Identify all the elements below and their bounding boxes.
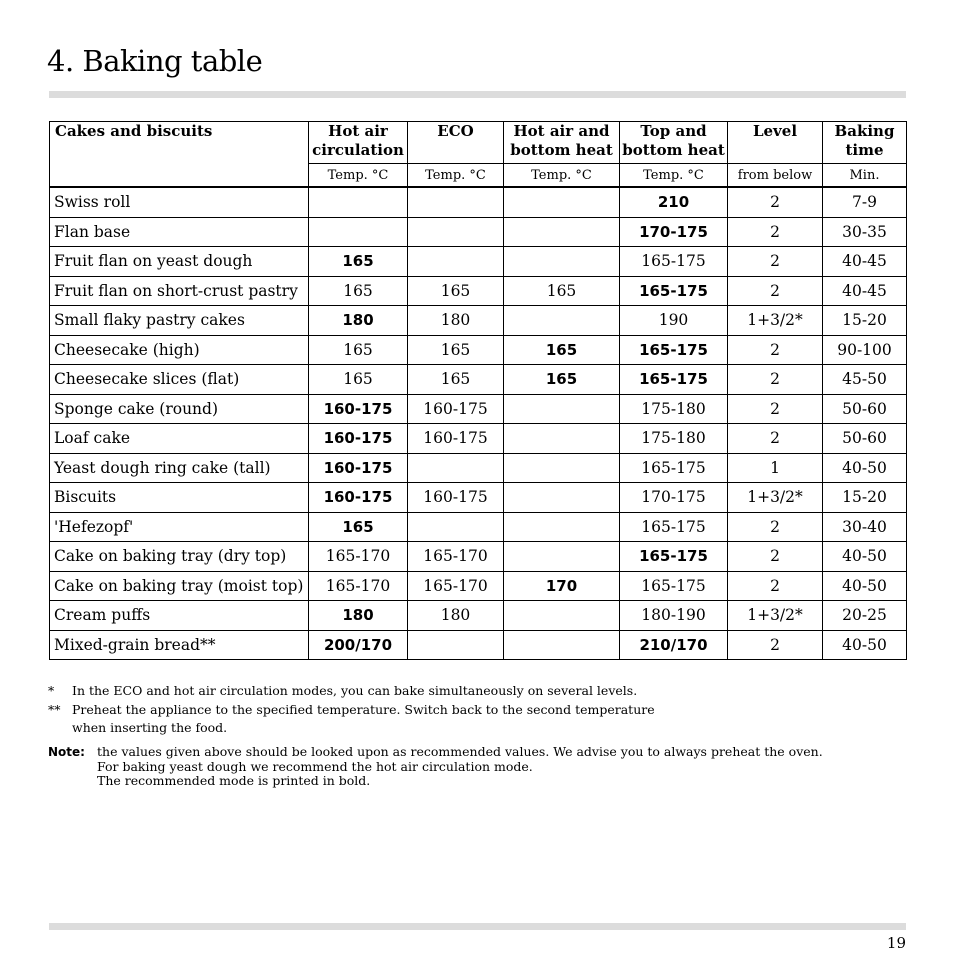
cell-time: 7-9 [823, 187, 907, 217]
row-label: Flan base [50, 217, 309, 247]
cell-hot-air-bottom [504, 247, 620, 277]
cell-time: 40-45 [823, 247, 907, 277]
footnotes [48, 682, 692, 738]
table-row [50, 335, 907, 365]
cell-level: 2 [728, 276, 823, 306]
cell-level: 2 [728, 630, 823, 660]
column-unit: from below [728, 164, 823, 188]
note-line: For baking yeast dough we recommend the hot air circulation mode. [97, 758, 533, 774]
cell-time: 30-35 [823, 217, 907, 247]
cell-eco: 165 [408, 365, 504, 395]
cell-hot-air: 160-175 [309, 453, 408, 483]
cell-time: 15-20 [823, 483, 907, 513]
cell-eco: 160-175 [408, 424, 504, 454]
table-row [50, 217, 907, 247]
row-label: Small flaky pastry cakes [50, 306, 309, 336]
footnote [48, 682, 692, 701]
cell-eco: 165 [408, 276, 504, 306]
row-label: Fruit flan on yeast dough [50, 247, 309, 277]
table-row [50, 394, 907, 424]
page-number: 19 [886, 934, 906, 952]
footnote [48, 701, 692, 738]
cell-hot-air: 160-175 [309, 483, 408, 513]
cell-time: 30-40 [823, 512, 907, 542]
cell-eco [408, 512, 504, 542]
column-header [309, 122, 408, 164]
table-row [50, 306, 907, 336]
cell-level: 2 [728, 187, 823, 217]
cell-level: 2 [728, 512, 823, 542]
cell-time: 40-45 [823, 276, 907, 306]
column-unit: Temp. °C [504, 164, 620, 188]
cell-hot-air-bottom [504, 306, 620, 336]
cell-time: 40-50 [823, 453, 907, 483]
cell-hot-air-bottom [504, 542, 620, 572]
cell-level: 2 [728, 365, 823, 395]
cell-time: 90-100 [823, 335, 907, 365]
cell-hot-air [309, 217, 408, 247]
column-header-line: circulation [312, 141, 404, 159]
column-header-line: Baking [834, 122, 895, 140]
top-divider [49, 91, 906, 98]
column-header-line: ECO [437, 122, 474, 140]
cell-eco: 165-170 [408, 571, 504, 601]
cell-hot-air-bottom: 165 [504, 335, 620, 365]
cell-hot-air: 200/170 [309, 630, 408, 660]
row-label: Mixed-grain bread** [50, 630, 309, 660]
table-body [50, 187, 907, 660]
cell-time: 15-20 [823, 306, 907, 336]
column-unit: Min. [823, 164, 907, 188]
cell-top-bottom: 165-175 [620, 247, 728, 277]
column-header-line: bottom heat [510, 141, 613, 159]
note-line: The recommended mode is printed in bold. [97, 773, 371, 788]
cell-top-bottom: 170-175 [620, 483, 728, 513]
footnote-mark: * [48, 683, 55, 698]
cell-hot-air: 160-175 [309, 424, 408, 454]
column-header [50, 122, 309, 164]
cell-hot-air-bottom [504, 512, 620, 542]
row-label: Cake on baking tray (dry top) [50, 542, 309, 572]
cell-hot-air: 180 [309, 601, 408, 631]
cell-hot-air: 165-170 [309, 542, 408, 572]
column-header-line: Top and [640, 122, 707, 140]
cell-time: 50-60 [823, 394, 907, 424]
table-row [50, 630, 907, 660]
row-label: 'Hefezopf' [50, 512, 309, 542]
table-row [50, 571, 907, 601]
cell-hot-air: 165 [309, 512, 408, 542]
column-header-line: Cakes and biscuits [55, 122, 213, 140]
row-label: Cheesecake slices (flat) [50, 365, 309, 395]
table-row [50, 424, 907, 454]
cell-top-bottom: 190 [620, 306, 728, 336]
column-unit: Temp. °C [620, 164, 728, 188]
cell-time: 40-50 [823, 571, 907, 601]
table-subheader-row [50, 164, 907, 188]
cell-hot-air: 180 [309, 306, 408, 336]
cell-level: 1+3/2* [728, 601, 823, 631]
cell-top-bottom: 165-175 [620, 453, 728, 483]
cell-level: 1+3/2* [728, 306, 823, 336]
column-unit [50, 164, 309, 188]
cell-hot-air-bottom [504, 453, 620, 483]
cell-time: 40-50 [823, 542, 907, 572]
note-block [48, 745, 823, 789]
note-body [97, 745, 823, 789]
cell-eco [408, 217, 504, 247]
cell-top-bottom: 210/170 [620, 630, 728, 660]
cell-top-bottom: 165-175 [620, 276, 728, 306]
cell-top-bottom: 165-175 [620, 512, 728, 542]
cell-hot-air-bottom [504, 217, 620, 247]
row-label: Yeast dough ring cake (tall) [50, 453, 309, 483]
cell-top-bottom: 175-180 [620, 394, 728, 424]
cell-level: 2 [728, 335, 823, 365]
footnote-mark: ** [48, 701, 61, 717]
row-label: Cheesecake (high) [50, 335, 309, 365]
cell-level: 2 [728, 424, 823, 454]
cell-hot-air: 165 [309, 276, 408, 306]
footnote-text [72, 682, 692, 701]
footnote-line: when inserting the food. [72, 720, 228, 735]
table-row [50, 512, 907, 542]
cell-level: 1 [728, 453, 823, 483]
cell-hot-air-bottom [504, 394, 620, 424]
row-label: Loaf cake [50, 424, 309, 454]
cell-hot-air: 165 [309, 247, 408, 277]
cell-hot-air-bottom: 165 [504, 365, 620, 395]
cell-top-bottom: 165-175 [620, 542, 728, 572]
cell-level: 2 [728, 542, 823, 572]
column-header [823, 122, 907, 164]
cell-eco: 160-175 [408, 483, 504, 513]
cell-top-bottom: 210 [620, 187, 728, 217]
baking-table [49, 121, 907, 660]
column-header [408, 122, 504, 164]
column-header [620, 122, 728, 164]
footnote-text [72, 701, 692, 738]
cell-level: 1+3/2* [728, 483, 823, 513]
cell-hot-air-bottom: 165 [504, 276, 620, 306]
cell-hot-air-bottom [504, 187, 620, 217]
cell-hot-air [309, 187, 408, 217]
cell-hot-air: 160-175 [309, 394, 408, 424]
column-header [728, 122, 823, 164]
table-row [50, 365, 907, 395]
cell-level: 2 [728, 247, 823, 277]
column-header [504, 122, 620, 164]
cell-time: 50-60 [823, 424, 907, 454]
column-header-line: time [845, 141, 884, 159]
cell-eco: 180 [408, 601, 504, 631]
cell-hot-air-bottom [504, 630, 620, 660]
cell-top-bottom: 175-180 [620, 424, 728, 454]
cell-hot-air-bottom [504, 601, 620, 631]
table-row [50, 187, 907, 217]
column-header-line: Hot air and [513, 122, 610, 140]
cell-eco [408, 630, 504, 660]
cell-top-bottom: 170-175 [620, 217, 728, 247]
table-row [50, 247, 907, 277]
row-label: Sponge cake (round) [50, 394, 309, 424]
cell-top-bottom: 180-190 [620, 601, 728, 631]
cell-eco [408, 453, 504, 483]
table-row [50, 601, 907, 631]
column-header-line: bottom heat [622, 141, 725, 159]
cell-eco [408, 187, 504, 217]
cell-level: 2 [728, 217, 823, 247]
bottom-divider [49, 923, 906, 930]
cell-hot-air-bottom: 170 [504, 571, 620, 601]
cell-level: 2 [728, 394, 823, 424]
note-line: the values given above should be looked upon as recommended values. We advise you to always preheat the oven. [97, 744, 823, 759]
cell-level: 2 [728, 571, 823, 601]
cell-top-bottom: 165-175 [620, 335, 728, 365]
table-row [50, 483, 907, 513]
row-label: Fruit flan on short-crust pastry [50, 276, 309, 306]
row-label: Biscuits [50, 483, 309, 513]
cell-eco: 165-170 [408, 542, 504, 572]
table-header-row [50, 122, 907, 164]
row-label: Cream puffs [50, 601, 309, 631]
page-title: 4. Baking table [47, 44, 263, 78]
column-header-line: Hot air [328, 122, 388, 140]
footnote-line: Preheat the appliance to the specified temperature. Switch back to the second temperature [72, 701, 655, 717]
column-unit: Temp. °C [408, 164, 504, 188]
cell-eco: 165 [408, 335, 504, 365]
row-label: Cake on baking tray (moist top) [50, 571, 309, 601]
cell-hot-air: 165 [309, 335, 408, 365]
table-row [50, 542, 907, 572]
cell-eco [408, 247, 504, 277]
footnote-line: In the ECO and hot air circulation modes, you can bake simultaneously on several levels. [72, 683, 638, 698]
cell-hot-air-bottom [504, 483, 620, 513]
cell-time: 20-25 [823, 601, 907, 631]
cell-hot-air: 165-170 [309, 571, 408, 601]
cell-time: 45-50 [823, 365, 907, 395]
row-label: Swiss roll [50, 187, 309, 217]
note-label: Note: [48, 745, 85, 759]
cell-top-bottom: 165-175 [620, 571, 728, 601]
cell-hot-air: 165 [309, 365, 408, 395]
table-row [50, 276, 907, 306]
cell-time: 40-50 [823, 630, 907, 660]
column-unit: Temp. °C [309, 164, 408, 188]
cell-hot-air-bottom [504, 424, 620, 454]
column-header-line: Level [752, 122, 798, 140]
cell-eco: 160-175 [408, 394, 504, 424]
cell-top-bottom: 165-175 [620, 365, 728, 395]
table-row [50, 453, 907, 483]
cell-eco: 180 [408, 306, 504, 336]
